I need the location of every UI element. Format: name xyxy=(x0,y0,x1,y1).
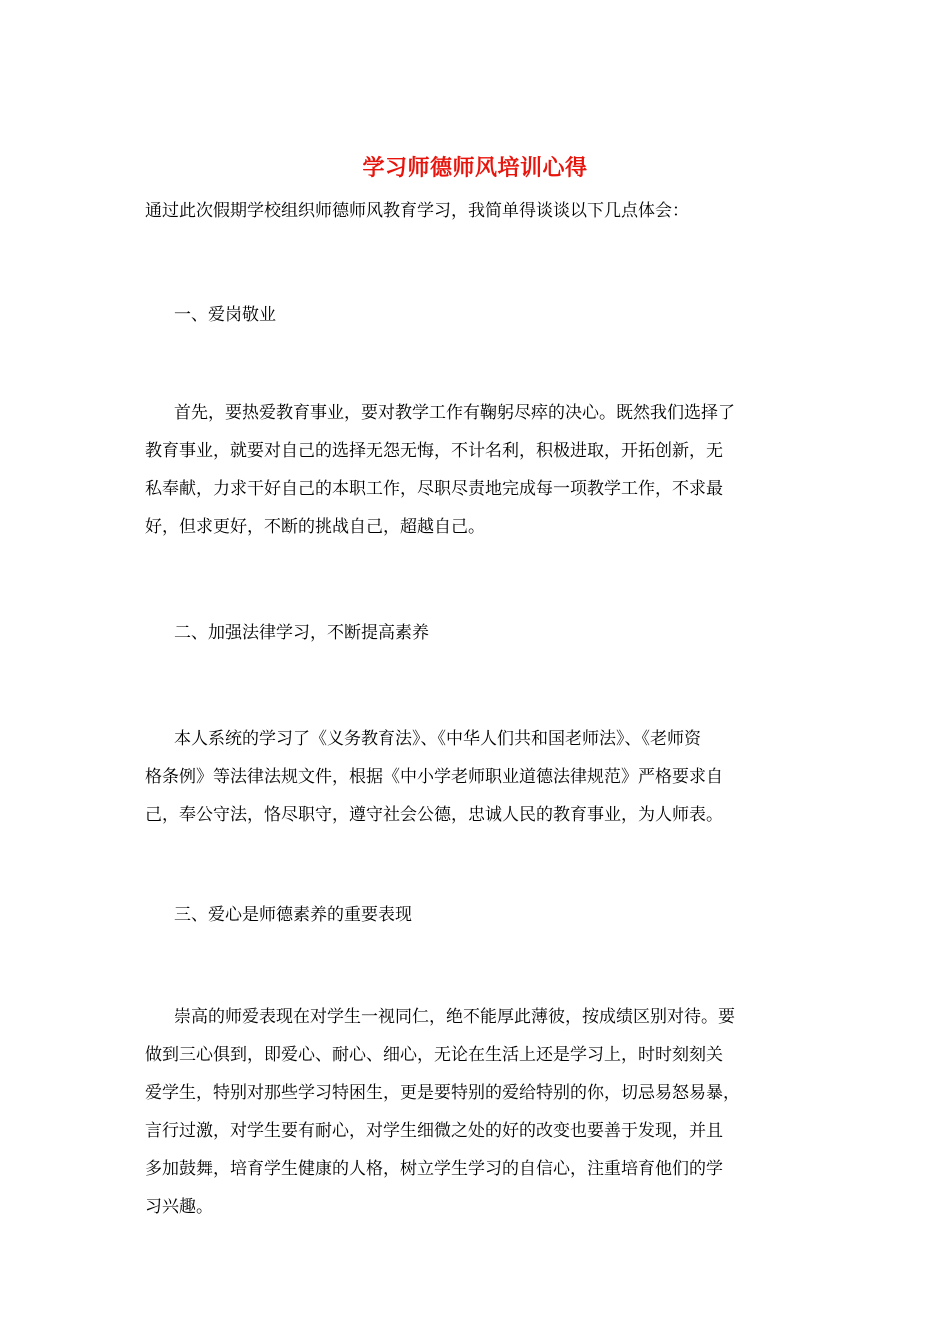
document-title: 学习师德师风培训心得 xyxy=(362,155,588,181)
paragraph-line: 本人系统的学习了《义务教育法》、《中华人们共和国老师法》、《老师资 xyxy=(174,729,701,749)
section-paragraph-3 xyxy=(145,998,815,1226)
section-paragraph-2 xyxy=(145,720,815,834)
paragraph-line: 格条例》等法律法规文件，根据《中小学老师职业道德法律规范》严格要求自 xyxy=(145,767,723,787)
paragraph-line: 爱学生，特别对那些学习特困生，更是要特别的爱给特别的你，切忌易怒易暴， xyxy=(145,1083,740,1103)
section-heading-3: 三、爱心是师德素养的重要表现 xyxy=(174,905,412,925)
paragraph-line: 首先，要热爱教育事业，要对教学工作有鞠躬尽瘁的决心。既然我们选择了 xyxy=(174,403,735,423)
paragraph-line: 己，奉公守法，恪尽职守，遵守社会公德，忠诚人民的教育事业，为人师表。 xyxy=(145,805,723,825)
paragraph-line: 习兴趣。 xyxy=(145,1197,213,1217)
paragraph-line: 私奉献，力求干好自己的本职工作，尽职尽责地完成每一项教学工作，不求最 xyxy=(145,479,723,499)
paragraph-line: 好，但求更好，不断的挑战自己，超越自己。 xyxy=(145,517,485,537)
intro-paragraph: 通过此次假期学校组织师德师风教育学习，我简单得谈谈以下几点体会： xyxy=(145,201,689,221)
paragraph-line: 言行过激，对学生要有耐心，对学生细微之处的好的改变也要善于发现，并且 xyxy=(145,1121,723,1141)
section-paragraph-1 xyxy=(145,394,815,546)
paragraph-line: 崇高的师爱表现在对学生一视同仁，绝不能厚此薄彼，按成绩区别对待。要 xyxy=(174,1007,735,1027)
section-heading-2: 二、加强法律学习，不断提高素养 xyxy=(174,623,429,643)
paragraph-line: 教育事业，就要对自己的选择无怨无悔，不计名利，积极进取，开拓创新，无 xyxy=(145,441,723,461)
paragraph-line: 多加鼓舞，培育学生健康的人格，树立学生学习的自信心，注重培育他们的学 xyxy=(145,1159,723,1179)
paragraph-line: 做到三心俱到，即爱心、耐心、细心，无论在生活上还是学习上，时时刻刻关 xyxy=(145,1045,723,1065)
section-heading-1: 一、爱岗敬业 xyxy=(174,305,276,325)
